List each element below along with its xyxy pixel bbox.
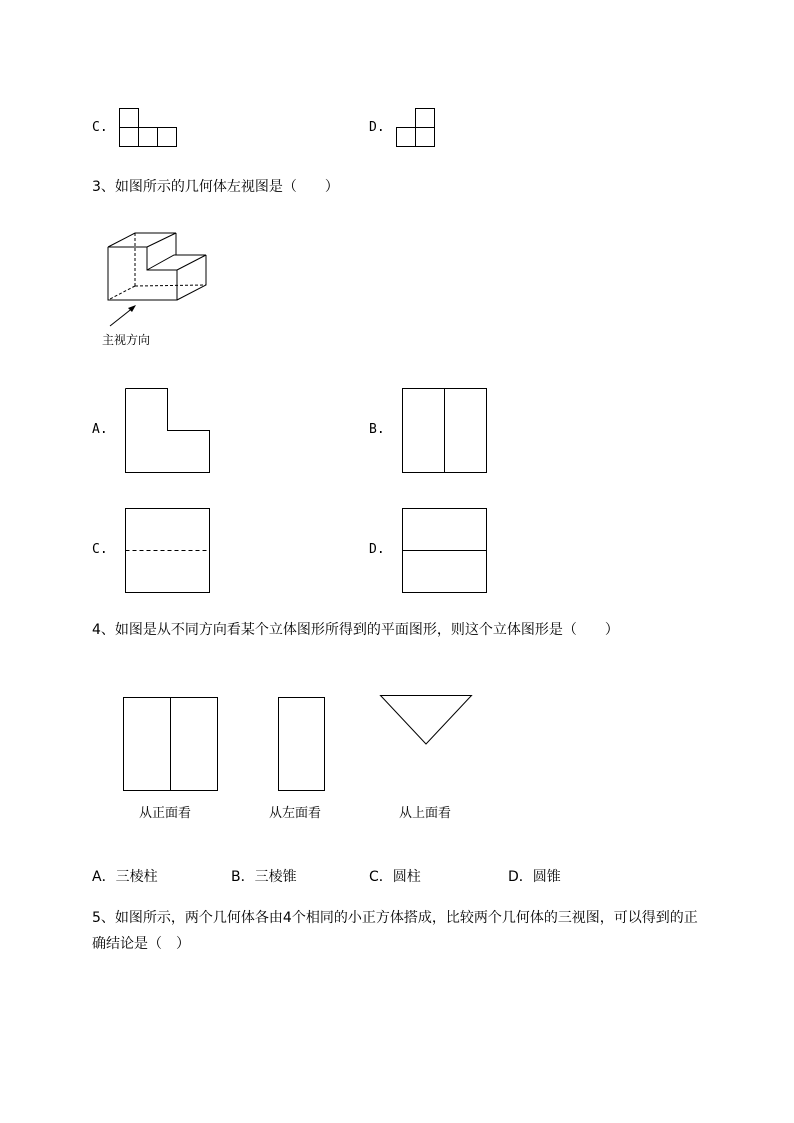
direction-label: 主视方向 xyxy=(102,333,151,347)
option-c-figure xyxy=(119,108,179,148)
q3-option-c-figure xyxy=(125,508,211,594)
q3-option-d-figure xyxy=(402,508,488,594)
caption-front-view: 从正面看 xyxy=(139,806,192,821)
caption-left-view: 从左面看 xyxy=(269,806,322,821)
option-d-figure xyxy=(396,108,438,148)
question-3-solid-figure xyxy=(100,225,220,325)
question-5-line1: 5、如图所示，两个几何体各由4个相同的小正方体搭成，比较两个几何体的三视图，可以得到的正 xyxy=(92,910,698,926)
question-5-line2: 确结论是（ ） xyxy=(92,936,190,952)
option-c-label: C. xyxy=(92,120,108,135)
q3-option-d-label: D. xyxy=(369,542,385,557)
left-view-figure xyxy=(278,697,326,792)
option-d-label: D. xyxy=(369,120,385,135)
q3-option-a-label: A. xyxy=(92,422,108,437)
q4-option-d: D．圆锥 xyxy=(508,869,561,885)
top-view-figure xyxy=(380,695,474,747)
question-3-title: 3、如图所示的几何体左视图是（ ） xyxy=(92,179,339,195)
q4-option-a: A．三棱柱 xyxy=(92,869,158,885)
front-view-figure xyxy=(123,697,219,792)
caption-top-view: 从上面看 xyxy=(399,806,452,821)
q3-option-b-label: B. xyxy=(369,422,385,437)
question-4-title: 4、如图是从不同方向看某个立体图形所得到的平面图形，则这个立体图形是（ ） xyxy=(92,622,619,638)
q3-option-c-label: C. xyxy=(92,542,108,557)
q3-option-a-figure xyxy=(125,388,211,474)
q4-option-b: B．三棱锥 xyxy=(231,869,297,885)
q3-option-b-figure xyxy=(402,388,488,474)
q4-option-c: C．圆柱 xyxy=(369,869,421,885)
